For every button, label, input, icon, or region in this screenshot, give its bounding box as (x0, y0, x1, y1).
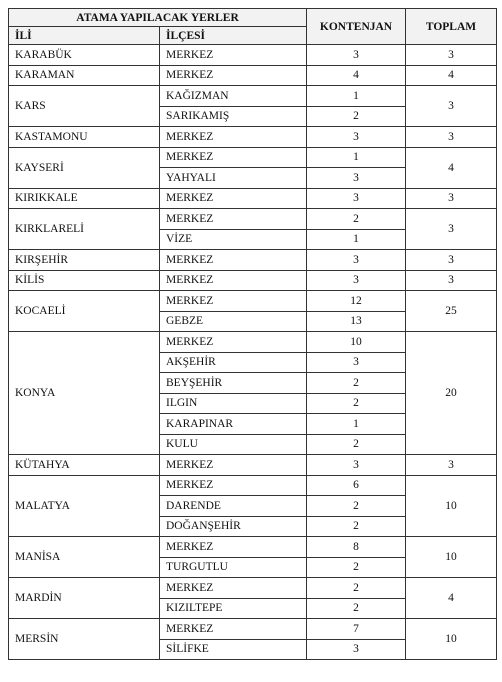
table-row (9, 209, 497, 230)
kontenjan-cell: 1 (307, 147, 406, 168)
ilce-cell: MERKEZ (160, 127, 307, 148)
kontenjan-cell: 2 (307, 516, 406, 537)
ilce-cell: MERKEZ (160, 578, 307, 599)
header-row-top (9, 9, 497, 27)
ilce-cell: KARAPINAR (160, 414, 307, 435)
il-cell: MANİSA (9, 537, 160, 578)
header-ilce: İLÇESİ (160, 27, 307, 45)
kontenjan-cell: 3 (307, 45, 406, 66)
ilce-cell: MERKEZ (160, 209, 307, 230)
ilce-cell: KULU (160, 434, 307, 455)
il-cell: MALATYA (9, 475, 160, 537)
table-row (9, 455, 497, 476)
il-cell: MARDİN (9, 578, 160, 619)
ilce-cell: MERKEZ (160, 188, 307, 209)
kontenjan-cell: 1 (307, 86, 406, 107)
toplam-cell: 25 (406, 291, 497, 332)
kontenjan-cell: 2 (307, 598, 406, 619)
il-cell: KİLİS (9, 270, 160, 291)
il-cell: KIRŞEHİR (9, 250, 160, 271)
toplam-cell: 3 (406, 209, 497, 250)
il-cell: MERSİN (9, 619, 160, 660)
toplam-cell: 3 (406, 250, 497, 271)
table-row (9, 147, 497, 168)
table-row (9, 537, 497, 558)
ilce-cell: KAĞIZMAN (160, 86, 307, 107)
table-body (9, 45, 497, 660)
kontenjan-cell: 2 (307, 557, 406, 578)
kontenjan-cell: 8 (307, 537, 406, 558)
table-header (9, 9, 497, 45)
kontenjan-cell: 2 (307, 434, 406, 455)
kontenjan-cell: 3 (307, 270, 406, 291)
ilce-cell: MERKEZ (160, 45, 307, 66)
toplam-cell: 4 (406, 65, 497, 86)
table-row (9, 127, 497, 148)
ilce-cell: KIZILTEPE (160, 598, 307, 619)
kontenjan-cell: 3 (307, 639, 406, 660)
table-row (9, 475, 497, 496)
toplam-cell: 10 (406, 537, 497, 578)
assignment-table (8, 8, 497, 660)
table-row (9, 270, 497, 291)
toplam-cell: 3 (406, 455, 497, 476)
il-cell: KARAMAN (9, 65, 160, 86)
il-cell: KIRKLARELİ (9, 209, 160, 250)
ilce-cell: MERKEZ (160, 332, 307, 353)
toplam-cell: 10 (406, 619, 497, 660)
kontenjan-cell: 10 (307, 332, 406, 353)
ilce-cell: MERKEZ (160, 455, 307, 476)
kontenjan-cell: 2 (307, 393, 406, 414)
toplam-cell: 3 (406, 127, 497, 148)
ilce-cell: SARIKAMIŞ (160, 106, 307, 127)
kontenjan-cell: 2 (307, 578, 406, 599)
table-row (9, 332, 497, 353)
il-cell: KARS (9, 86, 160, 127)
toplam-cell: 20 (406, 332, 497, 455)
kontenjan-cell: 2 (307, 373, 406, 394)
kontenjan-cell: 7 (307, 619, 406, 640)
toplam-cell: 3 (406, 45, 497, 66)
il-cell: KÜTAHYA (9, 455, 160, 476)
kontenjan-cell: 3 (307, 455, 406, 476)
kontenjan-cell: 2 (307, 106, 406, 127)
ilce-cell: MERKEZ (160, 250, 307, 271)
il-cell: KAYSERİ (9, 147, 160, 188)
ilce-cell: MERKEZ (160, 65, 307, 86)
toplam-cell: 10 (406, 475, 497, 537)
il-cell: KOCAELİ (9, 291, 160, 332)
ilce-cell: MERKEZ (160, 475, 307, 496)
ilce-cell: MERKEZ (160, 291, 307, 312)
header-kontenjan: KONTENJAN (307, 9, 406, 45)
toplam-cell: 3 (406, 86, 497, 127)
ilce-cell: DOĞANŞEHİR (160, 516, 307, 537)
il-cell: KONYA (9, 332, 160, 455)
ilce-cell: VİZE (160, 229, 307, 250)
ilce-cell: GEBZE (160, 311, 307, 332)
table-row (9, 291, 497, 312)
il-cell: KARABÜK (9, 45, 160, 66)
ilce-cell: SİLİFKE (160, 639, 307, 660)
ilce-cell: MERKEZ (160, 619, 307, 640)
ilce-cell: BEYŞEHİR (160, 373, 307, 394)
kontenjan-cell: 12 (307, 291, 406, 312)
kontenjan-cell: 3 (307, 168, 406, 189)
toplam-cell: 3 (406, 270, 497, 291)
ilce-cell: MERKEZ (160, 537, 307, 558)
kontenjan-cell: 13 (307, 311, 406, 332)
ilce-cell: TURGUTLU (160, 557, 307, 578)
table-row (9, 250, 497, 271)
kontenjan-cell: 1 (307, 229, 406, 250)
kontenjan-cell: 3 (307, 127, 406, 148)
table-row (9, 619, 497, 640)
kontenjan-cell: 3 (307, 352, 406, 373)
il-cell: KASTAMONU (9, 127, 160, 148)
table-row (9, 578, 497, 599)
ilce-cell: MERKEZ (160, 270, 307, 291)
ilce-cell: MERKEZ (160, 147, 307, 168)
toplam-cell: 4 (406, 578, 497, 619)
kontenjan-cell: 2 (307, 496, 406, 517)
kontenjan-cell: 3 (307, 250, 406, 271)
table-row (9, 86, 497, 107)
il-cell: KIRIKKALE (9, 188, 160, 209)
header-group: ATAMA YAPILACAK YERLER (9, 9, 307, 27)
kontenjan-cell: 2 (307, 209, 406, 230)
header-toplam: TOPLAM (406, 9, 497, 45)
kontenjan-cell: 6 (307, 475, 406, 496)
ilce-cell: DARENDE (160, 496, 307, 517)
ilce-cell: ILGIN (160, 393, 307, 414)
table-row (9, 65, 497, 86)
table-row (9, 45, 497, 66)
ilce-cell: YAHYALI (160, 168, 307, 189)
toplam-cell: 3 (406, 188, 497, 209)
kontenjan-cell: 4 (307, 65, 406, 86)
toplam-cell: 4 (406, 147, 497, 188)
kontenjan-cell: 3 (307, 188, 406, 209)
kontenjan-cell: 1 (307, 414, 406, 435)
table-row (9, 188, 497, 209)
header-il: İLİ (9, 27, 160, 45)
ilce-cell: AKŞEHİR (160, 352, 307, 373)
